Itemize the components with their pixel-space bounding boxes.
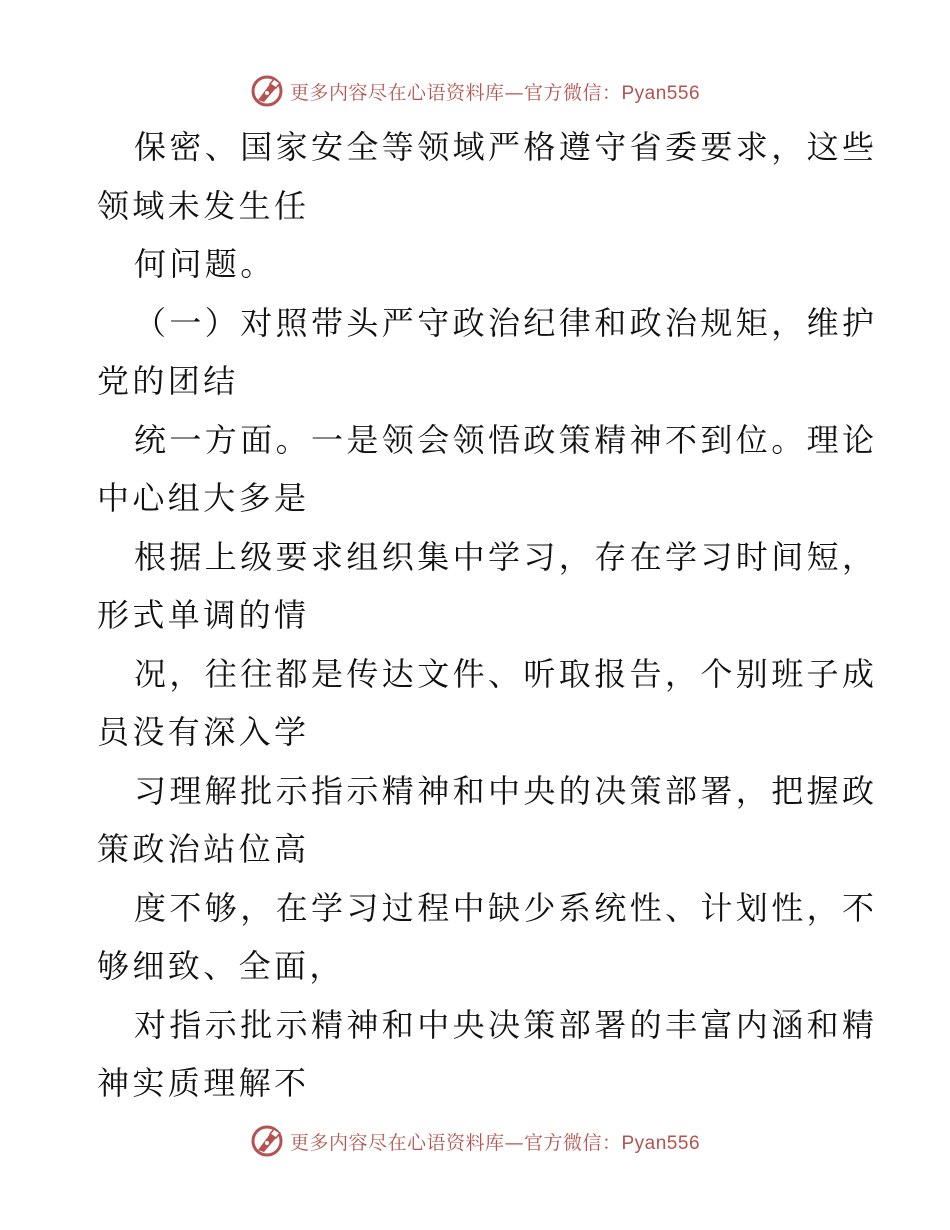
- text-line: 党的团结: [97, 362, 239, 400]
- text-line: 根据上级要求组织集中学习，存在学习时间短，: [134, 537, 878, 576]
- text-line: 形式单调的情: [97, 596, 310, 634]
- watermark-text: 更多内容尽在心语资料库—官方微信：Pyan556: [289, 81, 701, 104]
- text-line: 度不够，在学习过程中缺少系统性、计划性，不: [134, 888, 878, 927]
- text-line: 中心组大多是: [97, 479, 310, 517]
- text-line: 何问题。: [134, 245, 276, 283]
- watermark-text: 更多内容尽在心语资料库—官方微信：Pyan556: [289, 1131, 701, 1154]
- pen-nib-logo-icon: [250, 1124, 284, 1158]
- text-line: 统一方面。一是领会领悟政策精神不到位。理论: [134, 420, 878, 459]
- document-body: [97, 118, 878, 1113]
- pen-nib-logo-icon: [250, 74, 284, 108]
- text-line: 神实质理解不: [97, 1064, 310, 1102]
- text-line: 够细致、全面，: [97, 947, 345, 985]
- header-watermark: [0, 71, 950, 111]
- text-line: 对指示批示精神和中央决策部署的丰富内涵和精: [134, 1005, 878, 1044]
- text-line: 领域未发生任: [97, 186, 310, 225]
- footer-watermark: [0, 1121, 950, 1161]
- text-line: （一）对照带头严守政治纪律和政治规矩，维护: [134, 303, 878, 342]
- text-line: 况，往往都是传达文件、听取报告，个别班子成: [134, 654, 878, 693]
- text-line: 保密、国家安全等领域严格遵守省委要求，这些: [134, 128, 878, 166]
- text-line: 员没有深入学: [97, 713, 310, 751]
- text-line: 习理解批示指示精神和中央的决策部署，把握政: [134, 771, 878, 810]
- text-line: 策政治站位高: [97, 830, 310, 868]
